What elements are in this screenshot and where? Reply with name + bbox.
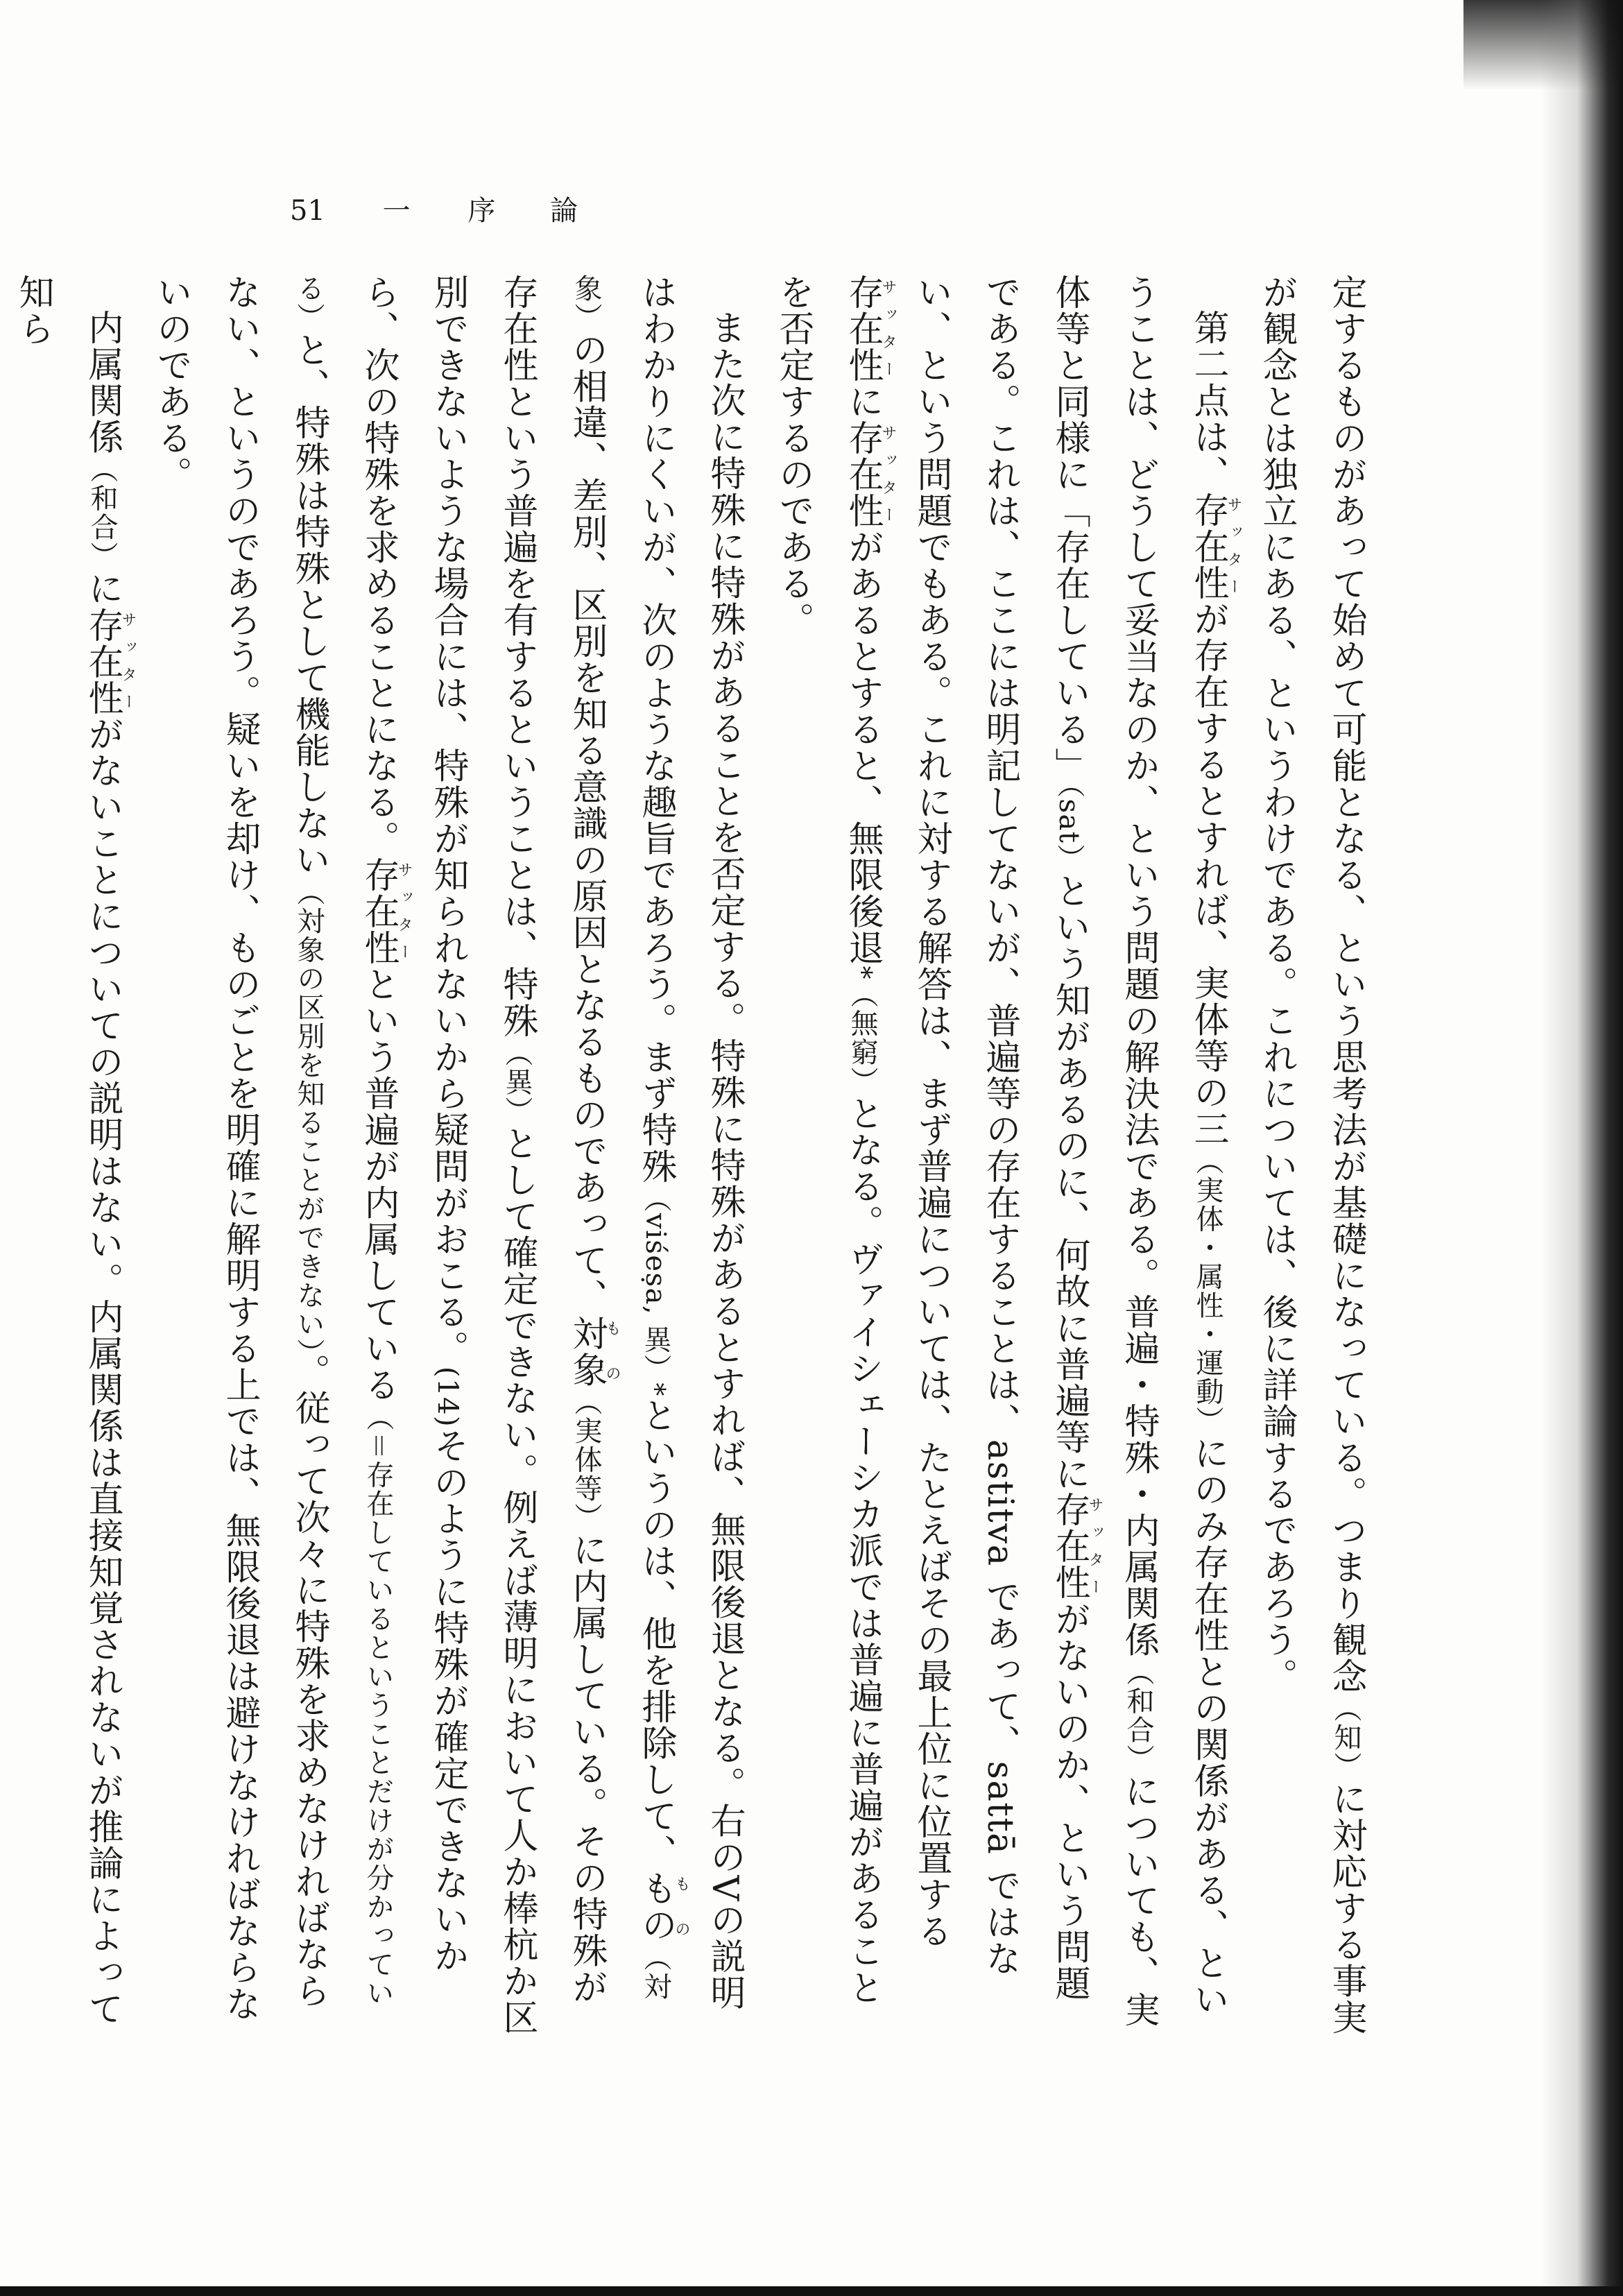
paragraph: 第二点は、存在性サッターが存在するとすれば、実体等の三（実体・属性・運動）にのみ存在性との関係がある、ということは、どうして妥当なのか、という問題の解決法である。普遍・特殊・内属関係（和合）についても、実体等と同様に「存在している」（sat）という知があるのに、何故に普遍等に存在性サッターがないのか、という問題である。これは、ここには明記してないが、普遍等の存在することは、astitva であって、sattā ではない、という問題でもある。これに対する解答は、まず普遍については、たとえばその最上位に位置する存在性サッターに存在性サッターがあるとすると、無限後退*（無窮）となる。ヴァイシェーシカ派では普遍に普遍があることを否定するのである。 [773, 274, 1242, 2028]
running-header [290, 189, 578, 228]
paragraph: また次に特殊に特殊があることを否定する。特殊に特殊があるとすれば、無限後退となる。右のVの説明はわかりにくいが、次のような趣旨であろう。まず特殊（viśeṣa, 異）*というのは、他を排除して、ものも の（対象）の相違、差別、区別を知る意識の原因となるものであって、対象も の（実体等）に内属している。その特殊が存在性という普遍を有するということは、特殊（異）として確定できない。例えば薄明において人か棒杭か区別できないような場合には、特殊が知られないから疑問がおこる。(14)そのように特殊が確定できないから、次の特殊を求めることになる。存在性サッターという普遍が内属している（＝存在しているということだけが分かっている）と、特殊は特殊として機能しない（対象の区別を知ることができない）。従って次々に特殊を求めなければならない、というのであろう。疑いを却け、ものごとを明確に解明する上では、無限後退は避けなければならないのである。 [151, 274, 745, 2036]
page-number: 51 [290, 195, 325, 227]
body-text [0, 274, 1380, 2036]
scan-edge-line [0, 2286, 1623, 2296]
chapter-number: 一 [382, 195, 411, 227]
paragraph: 内属関係（和合）に存在性サッターがないことについての説明はない。内属関係は直接知覚されないが推論によって知ら [12, 274, 137, 2027]
binding-shadow [1540, 0, 1623, 2296]
chapter-title-char-1: 序 [467, 195, 496, 227]
chapter-title-char-2: 論 [550, 195, 578, 227]
paragraph: 定するものがあって始めて可能となる、という思考法が基礎になっている。つまり観念（知）に対応する事実が観念とは独立にある、というわけである。これについては、後に詳論するであろう。 [1256, 274, 1366, 2036]
